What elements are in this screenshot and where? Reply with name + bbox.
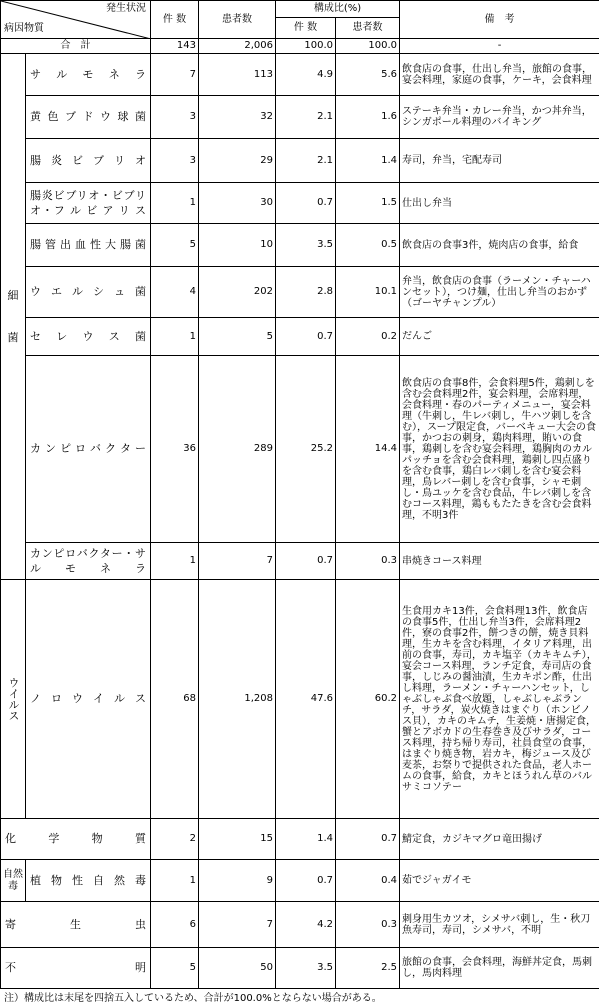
patients-value: 113 bbox=[199, 54, 276, 96]
agent-name: 植 物 性 自 然 毒 bbox=[26, 860, 151, 902]
total-label: 合 計 bbox=[1, 39, 151, 54]
remarks-text: ステーキ弁当・カレー弁当，かつ丼弁当，シンガポール料理のバイキング bbox=[400, 96, 599, 139]
cases-value: 6 bbox=[151, 902, 199, 948]
remarks-text: 旅館の食事，会食料理，海鮮丼定食，馬刺し，馬肉料理 bbox=[400, 948, 599, 989]
total-ratio-cases: 100.0 bbox=[276, 39, 336, 54]
table-row bbox=[1, 54, 599, 96]
patients-value: 289 bbox=[199, 356, 276, 543]
patients-value: 202 bbox=[199, 267, 276, 318]
agent-name: 腸炎ビブリオ・ビブリオ・フ ル ビ ア リ ス bbox=[26, 183, 151, 224]
header-cases: 件 数 bbox=[151, 1, 199, 39]
patients-value: 15 bbox=[199, 819, 276, 860]
ratio-patients-value: 14.4 bbox=[336, 356, 400, 543]
patients-value: 7 bbox=[199, 543, 276, 580]
remarks-text: 仕出し弁当 bbox=[400, 183, 599, 224]
ratio-patients-value: 5.6 bbox=[336, 54, 400, 96]
agent-name: 化 学 物 質 bbox=[1, 819, 151, 860]
ratio-cases-value: 25.2 bbox=[276, 356, 336, 543]
ratio-patients-value: 10.1 bbox=[336, 267, 400, 318]
patients-value: 30 bbox=[199, 183, 276, 224]
ratio-cases-value: 0.7 bbox=[276, 183, 336, 224]
total-cases: 143 bbox=[151, 39, 199, 54]
ratio-cases-value: 4.2 bbox=[276, 902, 336, 948]
ratio-cases-value: 3.5 bbox=[276, 948, 336, 989]
ratio-patients-value: 60.2 bbox=[336, 580, 400, 819]
ratio-cases-value: 3.5 bbox=[276, 224, 336, 267]
cases-value: 1 bbox=[151, 860, 199, 902]
agent-name: サ ル モ ネ ラ bbox=[26, 54, 151, 96]
remarks-text: 寿司，弁当，宅配寿司 bbox=[400, 139, 599, 183]
remarks-text: 飲食店の食事3件，焼肉店の食事，給食 bbox=[400, 224, 599, 267]
ratio-cases-value: 2.1 bbox=[276, 96, 336, 139]
patients-value: 29 bbox=[199, 139, 276, 183]
ratio-patients-value: 1.5 bbox=[336, 183, 400, 224]
group-bacteria: 細 菌 bbox=[1, 54, 26, 580]
agent-name: 寄 生 虫 bbox=[1, 902, 151, 948]
table-row bbox=[1, 580, 599, 819]
cases-value: 4 bbox=[151, 267, 199, 318]
ratio-patients-value: 0.4 bbox=[336, 860, 400, 902]
ratio-patients-value: 0.5 bbox=[336, 224, 400, 267]
table-row bbox=[1, 224, 599, 267]
cases-value: 68 bbox=[151, 580, 199, 819]
remarks-text: 飲食店の食事，仕出し弁当，旅館の食事，宴会料理，家庭の食事，ケーキ，会食料理 bbox=[400, 54, 599, 96]
cases-value: 5 bbox=[151, 224, 199, 267]
ratio-cases-value: 0.7 bbox=[276, 543, 336, 580]
agent-name: カンピロバクター・サ ル モ ネ ラ bbox=[26, 543, 151, 580]
remarks-text: 鯖定食，カジキマグロ竜田揚げ bbox=[400, 819, 599, 860]
ratio-cases-value: 0.7 bbox=[276, 860, 336, 902]
remarks-text: 茹でジャガイモ bbox=[400, 860, 599, 902]
ratio-patients-value: 0.3 bbox=[336, 902, 400, 948]
table-row bbox=[1, 860, 599, 902]
group-natural-toxin: 自然毒 bbox=[1, 860, 26, 902]
table-row bbox=[1, 139, 599, 183]
header-ratio: 構成比(%) bbox=[276, 1, 400, 18]
patients-value: 1,208 bbox=[199, 580, 276, 819]
table-row bbox=[1, 948, 599, 989]
table-row bbox=[1, 819, 599, 860]
ratio-patients-value: 1.4 bbox=[336, 139, 400, 183]
patients-value: 10 bbox=[199, 224, 276, 267]
cases-value: 1 bbox=[151, 183, 199, 224]
ratio-patients-value: 0.3 bbox=[336, 543, 400, 580]
header-corner-cell bbox=[1, 1, 151, 39]
cases-value: 2 bbox=[151, 819, 199, 860]
table-row bbox=[1, 356, 599, 543]
header-agent-label: 病因物質 bbox=[4, 23, 44, 34]
cases-value: 1 bbox=[151, 543, 199, 580]
header-remarks: 備 考 bbox=[400, 1, 599, 39]
table-row bbox=[1, 902, 599, 948]
table-row bbox=[1, 318, 599, 356]
cases-value: 3 bbox=[151, 96, 199, 139]
patients-value: 32 bbox=[199, 96, 276, 139]
agent-name: ウ エ ル シ ュ 菌 bbox=[26, 267, 151, 318]
cases-value: 7 bbox=[151, 54, 199, 96]
total-patients: 2,006 bbox=[199, 39, 276, 54]
table-row bbox=[1, 183, 599, 224]
cases-value: 36 bbox=[151, 356, 199, 543]
agent-name: カ ン ピ ロ バ ク タ ー bbox=[26, 356, 151, 543]
ratio-patients-value: 0.7 bbox=[336, 819, 400, 860]
table-row bbox=[1, 267, 599, 318]
agent-name: ノ ロ ウ イ ル ス bbox=[26, 580, 151, 819]
remarks-text: だんご bbox=[400, 318, 599, 356]
ratio-cases-value: 1.4 bbox=[276, 819, 336, 860]
remarks-text: 弁当，飲食店の食事（ラーメン・チャーハンセット），つけ麺，仕出し弁当のおかず（ゴーヤチャンプル） bbox=[400, 267, 599, 318]
remarks-text: 飲食店の食事8件，会食料理5件，鶏刺しを含む会食料理2件，宴会料理，会席料理，会食料理・春のパーティメニュー，宴会料理（牛刺し，牛レバ刺し，牛ハツ刺しを含む），スープ限定食，バーベキュー大会の食事，かつおの刺身，鶏肉料理，賄いの食事，鶏刺しを含む宴会料理，鶏胸肉のカルパッチョを含む会食料理，鶏刺し四点盛りを含む食事，鶏白レバ刺しを含む宴会料理，鳥レバー刺しを含む食事，シャモ刺し・鳥ユッケを含む食品，牛レバ刺しを含むコース料理，鶏ももたたきを含む会食料理，不明3件 bbox=[400, 356, 599, 543]
agent-name: 腸 管 出 血 性 大 腸 菌 bbox=[26, 224, 151, 267]
ratio-patients-value: 0.2 bbox=[336, 318, 400, 356]
ratio-cases-value: 2.1 bbox=[276, 139, 336, 183]
ratio-cases-value: 47.6 bbox=[276, 580, 336, 819]
patients-value: 7 bbox=[199, 902, 276, 948]
agent-name: セ レ ウ ス 菌 bbox=[26, 318, 151, 356]
cases-value: 5 bbox=[151, 948, 199, 989]
header-status-label: 発生状況 bbox=[106, 3, 146, 14]
agent-name: 不 明 bbox=[1, 948, 151, 989]
header-ratio-patients: 患者数 bbox=[336, 18, 400, 39]
cases-value: 1 bbox=[151, 318, 199, 356]
remarks-text: 串焼きコース料理 bbox=[400, 543, 599, 580]
ratio-patients-value: 1.6 bbox=[336, 96, 400, 139]
group-virus: ウイルス bbox=[1, 580, 26, 819]
remarks-text: 刺身用生カツオ，シメサバ刺し，生・秋刀魚寿司，寿司，シメサバ，不明 bbox=[400, 902, 599, 948]
patients-value: 5 bbox=[199, 318, 276, 356]
patients-value: 50 bbox=[199, 948, 276, 989]
total-remarks: - bbox=[400, 39, 599, 54]
agent-name: 黄 色 ブ ド ウ 球 菌 bbox=[26, 96, 151, 139]
cases-value: 3 bbox=[151, 139, 199, 183]
table-row-total bbox=[1, 39, 599, 54]
table-row bbox=[1, 96, 599, 139]
ratio-cases-value: 4.9 bbox=[276, 54, 336, 96]
table-row bbox=[1, 543, 599, 580]
ratio-cases-value: 0.7 bbox=[276, 318, 336, 356]
agent-name: 腸 炎 ビ ブ リ オ bbox=[26, 139, 151, 183]
ratio-patients-value: 2.5 bbox=[336, 948, 400, 989]
footnote: 注）構成比は末尾を四捨五入しているため、合計が100.0%とならない場合がある。 bbox=[4, 993, 382, 1004]
remarks-text: 生食用カキ13件，会食料理13件，飲食店の食事5件，仕出し弁当3件，会席料理2件，寮の食事2件，餅つきの餅，焼き貝料理，生カキを含む料理，イタリア料理，出前の食事，寿司，カキ塩辛（カキキムチ），宴会コース料理，ランチ定食，寿司店の食事，しじみの醤油漬，生カキポン酢，仕出し料理，ラーメン・チャーハンセット，しゃぶしゃぶ食べ放題，しゃぶしゃぶランチ，サラダ，炭火焼きはまぐり（ホンビノス貝），カキのキムチ，生姜焼・唐揚定食，蟹とアボカドの生春巻き及びサラダ，コース料理，持ち帰り寿司，社員食堂の食事，はまぐり焼き物，岩カキ，梅ジュース及び麦茶，お祭りで提供された食品，老人ホームの食事，給食，カキとほうれん草のバルサミコソテー bbox=[400, 580, 599, 819]
patients-value: 9 bbox=[199, 860, 276, 902]
header-patients: 患者数 bbox=[199, 1, 276, 39]
header-ratio-cases: 件 数 bbox=[276, 18, 336, 39]
ratio-cases-value: 2.8 bbox=[276, 267, 336, 318]
total-ratio-patients: 100.0 bbox=[336, 39, 400, 54]
